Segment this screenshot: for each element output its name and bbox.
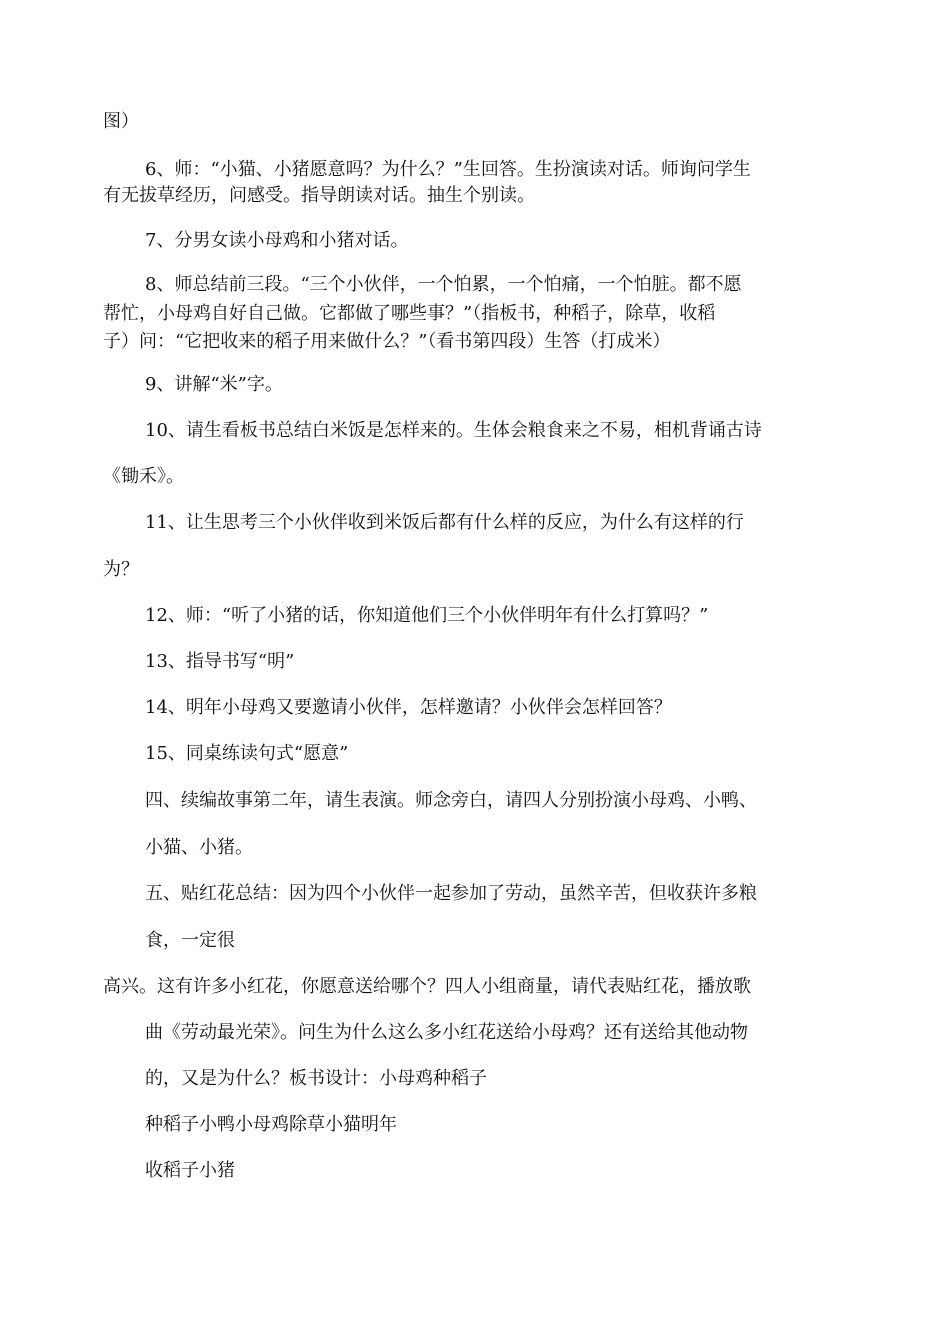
text-line: 9、讲解“米”字。 bbox=[145, 374, 283, 395]
text-line: 帮忙，小母鸡自好自己做。它都做了哪些事？”（指板书，种稻子，除草，收稻 bbox=[103, 303, 716, 324]
text-line: 种稻子小鸭小母鸡除草小猫明年 bbox=[145, 1114, 397, 1135]
text-line: 8、师总结前三段。“三个小伙伴，一个怕累，一个怕痛，一个怕脏。都不愿 bbox=[145, 274, 742, 295]
text-line: 12、师：“听了小猪的话，你知道他们三个小伙伴明年有什么打算吗？” bbox=[145, 605, 709, 626]
text-line: 15、同桌练读句式“愿意” bbox=[145, 743, 349, 764]
text-line: 曲《劳动最光荣》。问生为什么这么多小红花送给小母鸡？还有送给其他动物 bbox=[145, 1022, 748, 1043]
text-line: 10、请生看板书总结白米饭是怎样来的。生体会粮食来之不易，相机背诵古诗 bbox=[145, 420, 762, 441]
text-line: 收稻子小猪 bbox=[145, 1160, 235, 1181]
text-line: 五、贴红花总结：因为四个小伙伴一起参加了劳动，虽然辛苦，但收获许多粮 bbox=[145, 883, 757, 904]
text-line: 四、续编故事第二年，请生表演。师念旁白，请四人分别扮演小母鸡、小鸭、 bbox=[145, 790, 757, 811]
text-line: 《锄禾》。 bbox=[103, 466, 184, 487]
text-line: 13、指导书写“明” bbox=[145, 651, 295, 672]
text-line: 7、分男女读小母鸡和小猪对话。 bbox=[145, 230, 409, 251]
text-line: 为？ bbox=[103, 559, 139, 580]
text-line: 14、明年小母鸡又要邀请小伙伴，怎样邀请？小伙伴会怎样回答？ bbox=[145, 697, 672, 718]
text-line: 的，又是为什么？板书设计：小母鸡种稻子 bbox=[145, 1068, 487, 1089]
text-line: 有无拔草经历，问感受。指导朗读对话。抽生个别读。 bbox=[103, 185, 535, 206]
text-line: 食，一定很 bbox=[145, 930, 235, 951]
text-line: 子）问：“它把收来的稻子用来做什么？”（看书第四段）生答（打成米） bbox=[103, 331, 671, 352]
text-line: 图） bbox=[103, 111, 139, 132]
text-line: 11、让生思考三个小伙伴收到米饭后都有什么样的反应，为什么有这样的行 bbox=[145, 512, 744, 533]
text-line: 小猫、小猪。 bbox=[145, 837, 253, 858]
text-line: 6、师：“小猫、小猪愿意吗？为什么？”生回答。生扮演读对话。师询问学生 bbox=[145, 159, 751, 180]
text-line: 高兴。这有许多小红花，你愿意送给哪个？四人小组商量，请代表贴红花，播放歌 bbox=[103, 976, 751, 997]
